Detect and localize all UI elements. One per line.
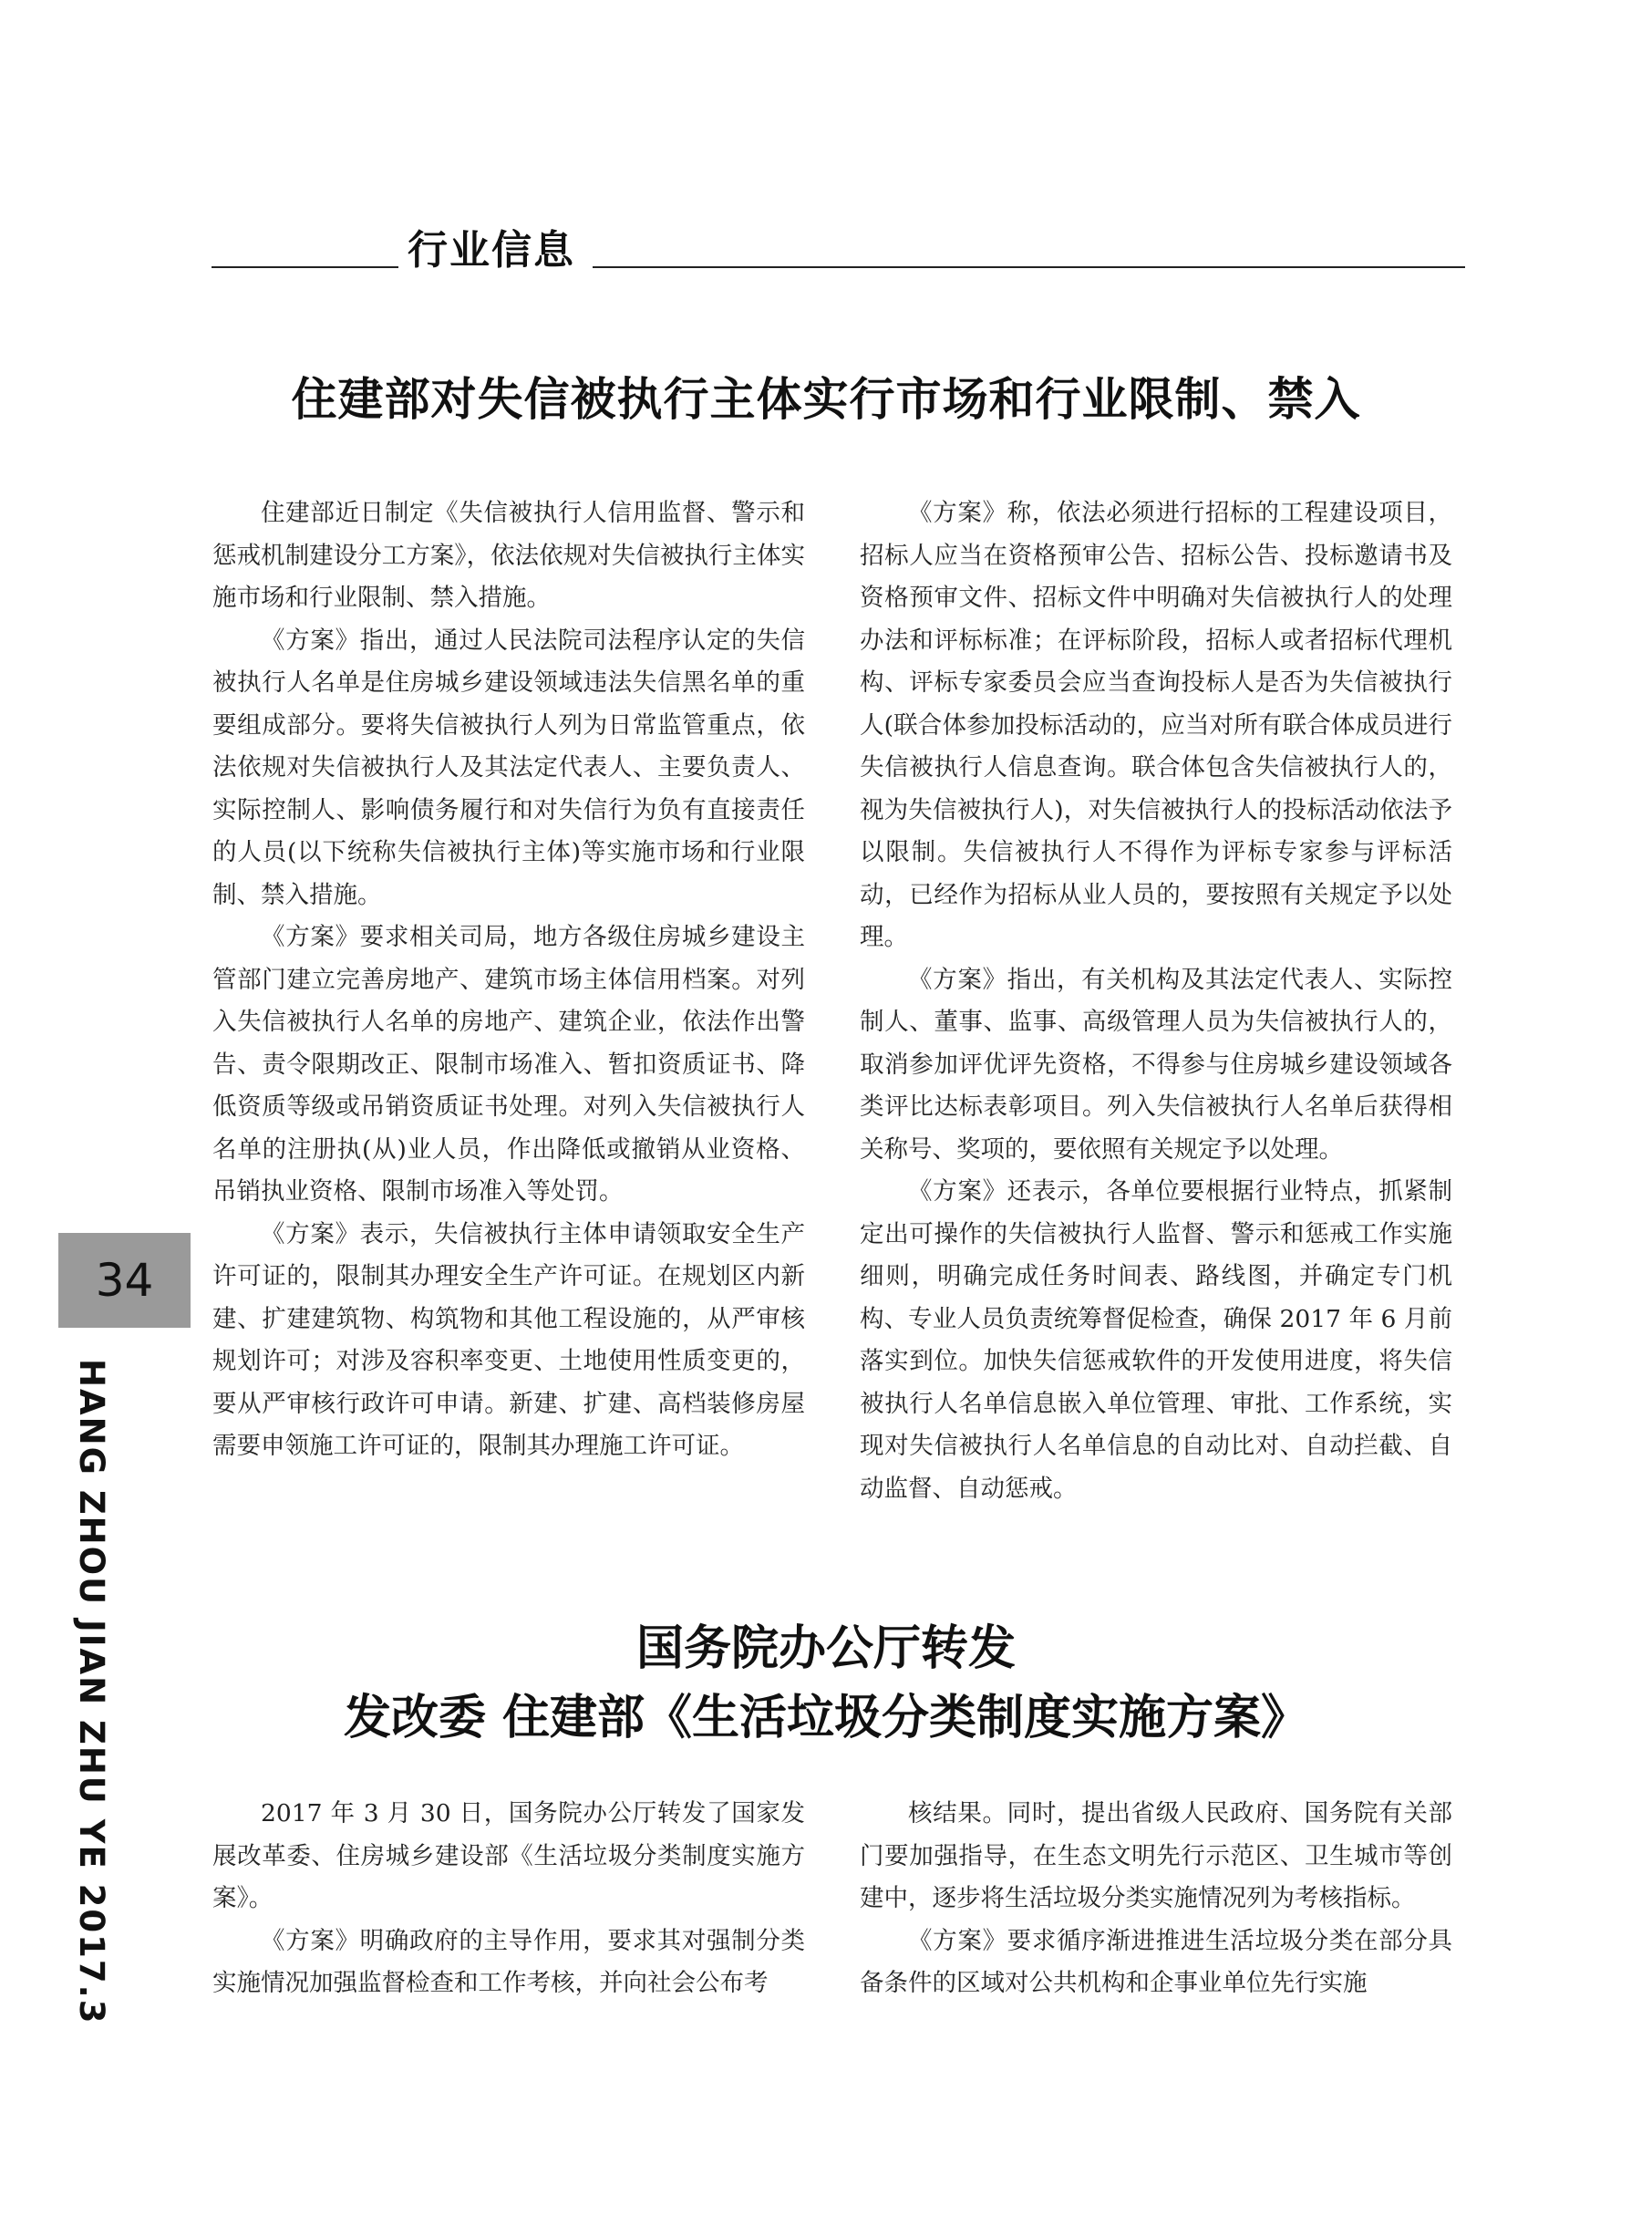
article2-title-line2: 发改委 住建部《生活垃圾分类制度实施方案》 — [343, 1690, 1309, 1745]
article1-right-column — [860, 492, 1452, 1510]
paragraph: 核结果。同时，提出省级人民政府、国务院有关部门要加强指导，在生态文明先行示范区、卫生城市等创建中，逐步将生活垃圾分类实施情况列为考核指标。 — [860, 1799, 1452, 1912]
paragraph: 《方案》要求相关司局，地方各级住房城乡建设主管部门建立完善房地产、建筑市场主体信用档案。对列入失信被执行人名单的房地产、建筑企业，依法作出警告、责令限期改正、限制市场准入、暂扣资质证书、降低资质等级或吊销资质证书处理。对列入失信被执行人名单的注册执(从)业人员，作出降低或撤销从业资格、吊销执业资格、限制市场准入等处罚。 — [212, 923, 805, 1206]
header-rule-left — [212, 266, 398, 268]
article2-title — [0, 1614, 1652, 1753]
section-label: 行业信息 — [408, 227, 575, 274]
paragraph: 《方案》指出，通过人民法院司法程序认定的失信被执行人名单是住房城乡建设领域违法失信黑名单的重要组成部分。要将失信被执行人列为日常监管重点，依法依规对失信被执行人及其法定代表人、主要负责人、实际控制人、影响债务履行和对失信行为负有直接责任的人员(以下统称失信被执行主体)等实施市场和行业限制、禁入措施。 — [212, 626, 805, 909]
paragraph: 2017 年 3 月 30 日，国务院办公厅转发了国家发展改革委、住房城乡建设部《生活垃圾分类制度实施方案》。 — [212, 1799, 805, 1912]
paragraph: 《方案》指出，有关机构及其法定代表人、实际控制人、董事、监事、高级管理人员为失信被执行人的，取消参加评优评先资格，不得参与住房城乡建设领域各类评比达标表彰项目。列入失信被执行人名单后获得相关称号、奖项的，要依照有关规定予以处理。 — [860, 965, 1452, 1164]
paragraph: 《方案》还表示，各单位要根据行业特点，抓紧制定出可操作的失信被执行人监督、警示和惩戒工作实施细则，明确完成任务时间表、路线图，并确定专门机构、专业人员负责统筹督促检查，确保 2017 年 6 月前落实到位。加快失信惩戒软件的开发使用进度，将失信被执行人名单信息嵌入单位管理、审批、工作系统，实现对失信被执行人名单信息的自动比对、自动拦截、自动监督、自动惩戒。 — [860, 1177, 1452, 1503]
paragraph: 住建部近日制定《失信被执行人信用监督、警示和惩戒机制建设分工方案》，依法依规对失信被执行主体实施市场和行业限制、禁入措施。 — [212, 499, 805, 612]
article2-title-line1: 国务院办公厅转发 — [635, 1620, 1016, 1676]
article2-left-column — [212, 1793, 805, 2005]
page-number-tab — [58, 1233, 191, 1328]
article2-right-column — [860, 1793, 1452, 2005]
paragraph: 《方案》表示，失信被执行主体申请领取安全生产许可证的，限制其办理安全生产许可证。在规划区内新建、扩建建筑物、构筑物和其他工程设施的，从严审核规划许可；对涉及容积率变更、土地使用性质变更的，要从严审核行政许可申请。新建、扩建、高档装修房屋需要申领施工许可证的，限制其办理施工许可证。 — [212, 1219, 805, 1460]
paragraph: 《方案》要求循序渐进推进生活垃圾分类在部分具备条件的区域对公共机构和企事业单位先行实施 — [860, 1926, 1452, 1997]
article1-title: 住建部对失信被执行主体实行市场和行业限制、禁入 — [291, 372, 1361, 426]
header-rule-right — [593, 266, 1465, 268]
journal-label: HANG ZHOU JIAN ZHU YE 2017.3 — [72, 1359, 111, 2025]
section-header — [212, 217, 1465, 274]
paragraph: 《方案》称，依法必须进行招标的工程建设项目，招标人应当在资格预审公告、招标公告、投标邀请书及资格预审文件、招标文件中明确对失信被执行人的处理办法和评标标准；在评标阶段，招标人或者招标代理机构、评标专家委员会应当查询投标人是否为失信被执行人(联合体参加投标活动的，应当对所有联合体成员进行失信被执行人信息查询。联合体包含失信被执行人的，视为失信被执行人)，对失信被执行人的投标活动依法予以限制。失信被执行人不得作为评标专家参与评标活动，已经作为招标从业人员的，要按照有关规定予以处理。 — [860, 499, 1452, 951]
page-number: 34 — [95, 1254, 154, 1307]
paragraph: 《方案》明确政府的主导作用，要求其对强制分类实施情况加强监督检查和工作考核，并向社会公布考 — [212, 1926, 805, 1997]
article1-left-column — [212, 492, 805, 1468]
